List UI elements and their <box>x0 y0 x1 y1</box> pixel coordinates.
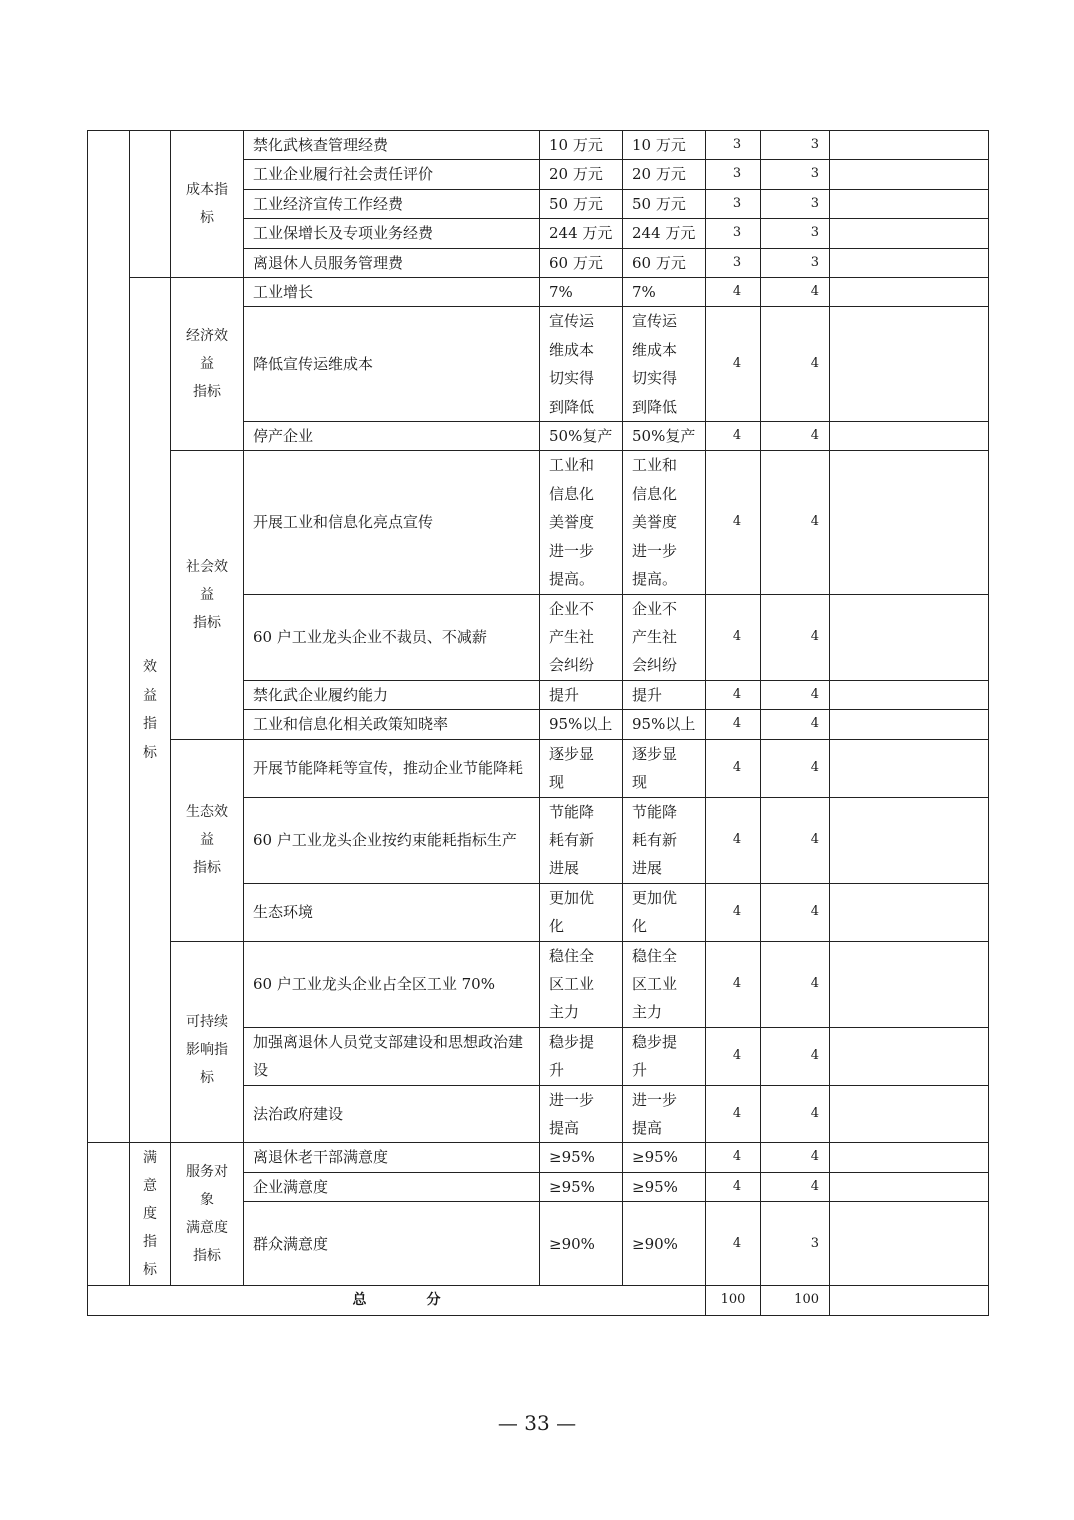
actual-value: 节能降 耗有新 进展 <box>623 797 706 883</box>
score-value: 4 <box>761 1027 830 1085</box>
target-value: 50 万元 <box>540 189 623 218</box>
note-cell <box>830 278 989 307</box>
target-value: 10 万元 <box>540 131 623 160</box>
subgroup-social-label: 社会效 益 指标 <box>171 451 244 739</box>
weight-value: 4 <box>706 451 761 594</box>
table-row <box>88 278 989 307</box>
note-cell <box>830 1286 989 1315</box>
actual-value: 244 万元 <box>623 219 706 248</box>
weight-value: 4 <box>706 1172 761 1201</box>
table-row <box>88 941 989 1027</box>
note-cell <box>830 680 989 709</box>
weight-value: 4 <box>706 422 761 451</box>
indicator-name: 法治政府建设 <box>244 1085 540 1143</box>
subgroup-economic-label: 经济效 益 指标 <box>171 278 244 451</box>
indicator-name: 工业保增长及专项业务经费 <box>244 219 540 248</box>
note-cell <box>830 1027 989 1085</box>
actual-value: 10 万元 <box>623 131 706 160</box>
score-value: 4 <box>761 594 830 680</box>
weight-value: 4 <box>706 797 761 883</box>
weight-value: 3 <box>706 131 761 160</box>
note-cell <box>830 941 989 1027</box>
actual-value: 更加优 化 <box>623 883 706 941</box>
target-value: ≥90% <box>540 1202 623 1286</box>
actual-value: 稳步提 升 <box>623 1027 706 1085</box>
indicator-name: 离退休老干部满意度 <box>244 1143 540 1172</box>
score-value: 4 <box>761 278 830 307</box>
score-value: 3 <box>761 189 830 218</box>
score-value: 4 <box>761 941 830 1027</box>
weight-value: 4 <box>706 941 761 1027</box>
weight-value: 4 <box>706 710 761 739</box>
actual-value: 工业和 信息化 美誉度 进一步 提高。 <box>623 451 706 594</box>
weight-value: 3 <box>706 160 761 189</box>
score-value: 3 <box>761 248 830 277</box>
indicator-name: 禁化武核查管理经费 <box>244 131 540 160</box>
indicator-name: 生态环境 <box>244 883 540 941</box>
weight-value: 4 <box>706 1085 761 1143</box>
note-cell <box>830 883 989 941</box>
note-cell <box>830 422 989 451</box>
score-value: 4 <box>761 710 830 739</box>
note-cell <box>830 797 989 883</box>
total-label <box>88 1286 706 1315</box>
indicator-name: 60 户工业龙头企业不裁员、不减薪 <box>244 594 540 680</box>
score-value: 3 <box>761 160 830 189</box>
actual-value: 60 万元 <box>623 248 706 277</box>
target-value: 7% <box>540 278 623 307</box>
table-row <box>88 1143 989 1172</box>
weight-value: 3 <box>706 219 761 248</box>
actual-value: 7% <box>623 278 706 307</box>
note-cell <box>830 1172 989 1201</box>
indicator-name: 企业满意度 <box>244 1172 540 1201</box>
subgroup-cost-label: 成本指 标 <box>171 131 244 278</box>
weight-value: 4 <box>706 680 761 709</box>
actual-value: 提升 <box>623 680 706 709</box>
target-value: 稳步提 升 <box>540 1027 623 1085</box>
target-value: 宣传运 维成本 切实得 到降低 <box>540 307 623 422</box>
target-value: 进一步 提高 <box>540 1085 623 1143</box>
performance-indicator-table <box>87 130 989 1316</box>
weight-value: 3 <box>706 248 761 277</box>
weight-value: 4 <box>706 307 761 422</box>
weight-value: 4 <box>706 883 761 941</box>
actual-value: 稳住全 区工业 主力 <box>623 941 706 1027</box>
actual-value: 20 万元 <box>623 160 706 189</box>
score-value: 4 <box>761 1143 830 1172</box>
indicator-name: 停产企业 <box>244 422 540 451</box>
total-label-left: 总 <box>352 1292 367 1309</box>
actual-value: 逐步显 现 <box>623 739 706 797</box>
actual-value: 宣传运 维成本 切实得 到降低 <box>623 307 706 422</box>
indicator-name: 开展节能降耗等宣传，推动企业节能降耗 <box>244 739 540 797</box>
target-value: 节能降 耗有新 进展 <box>540 797 623 883</box>
subgroup-ecological-label: 生态效 益 指标 <box>171 739 244 941</box>
score-value: 4 <box>761 883 830 941</box>
page-number: — 33 — <box>497 1411 577 1435</box>
score-value: 4 <box>761 1085 830 1143</box>
level1-cell <box>88 1143 130 1286</box>
note-cell <box>830 131 989 160</box>
group-satisfaction-label: 满 意 度 指 标 <box>130 1143 171 1286</box>
actual-value: 50 万元 <box>623 189 706 218</box>
weight-value: 4 <box>706 1027 761 1085</box>
subgroup-sustainable-label: 可持续 影响指 标 <box>171 941 244 1143</box>
target-value: 95%以上 <box>540 710 623 739</box>
weight-value: 4 <box>706 278 761 307</box>
score-value: 4 <box>761 797 830 883</box>
note-cell <box>830 307 989 422</box>
target-value: 60 万元 <box>540 248 623 277</box>
actual-value: ≥95% <box>623 1143 706 1172</box>
actual-value: ≥95% <box>623 1172 706 1201</box>
total-label-right: 分 <box>426 1292 441 1309</box>
total-score: 100 <box>761 1286 830 1315</box>
actual-value: 企业不 产生社 会纠纷 <box>623 594 706 680</box>
note-cell <box>830 1085 989 1143</box>
indicator-name: 工业和信息化相关政策知晓率 <box>244 710 540 739</box>
note-cell <box>830 248 989 277</box>
indicator-name: 工业经济宣传工作经费 <box>244 189 540 218</box>
indicator-name: 工业企业履行社会责任评价 <box>244 160 540 189</box>
score-value: 3 <box>761 1202 830 1286</box>
group-benefit-label: 效 益 指 标 <box>130 278 171 1143</box>
subgroup-service-label: 服务对 象 满意度 指标 <box>171 1143 244 1286</box>
score-value: 4 <box>761 680 830 709</box>
indicator-name: 降低宣传运维成本 <box>244 307 540 422</box>
total-target: 100 <box>706 1286 761 1315</box>
indicator-name: 群众满意度 <box>244 1202 540 1286</box>
actual-value: ≥90% <box>623 1202 706 1286</box>
target-value: ≥95% <box>540 1172 623 1201</box>
indicator-name: 开展工业和信息化亮点宣传 <box>244 451 540 594</box>
weight-value: 4 <box>706 1202 761 1286</box>
score-value: 3 <box>761 131 830 160</box>
actual-value: 进一步 提高 <box>623 1085 706 1143</box>
target-value: 逐步显 现 <box>540 739 623 797</box>
score-value: 4 <box>761 422 830 451</box>
actual-value: 50%复产 <box>623 422 706 451</box>
target-value: 企业不 产生社 会纠纷 <box>540 594 623 680</box>
indicator-name: 60 户工业龙头企业占全区工业 70% <box>244 941 540 1027</box>
target-value: 更加优 化 <box>540 883 623 941</box>
level2-cell <box>130 131 171 278</box>
target-value: ≥95% <box>540 1143 623 1172</box>
target-value: 稳住全 区工业 主力 <box>540 941 623 1027</box>
indicator-name: 禁化武企业履约能力 <box>244 680 540 709</box>
note-cell <box>830 219 989 248</box>
note-cell <box>830 160 989 189</box>
score-value: 4 <box>761 451 830 594</box>
score-value: 4 <box>761 1172 830 1201</box>
total-row <box>88 1286 989 1315</box>
weight-value: 4 <box>706 594 761 680</box>
score-value: 4 <box>761 307 830 422</box>
note-cell <box>830 710 989 739</box>
indicator-name: 离退休人员服务管理费 <box>244 248 540 277</box>
weight-value: 4 <box>706 1143 761 1172</box>
note-cell <box>830 1143 989 1172</box>
note-cell <box>830 594 989 680</box>
weight-value: 3 <box>706 189 761 218</box>
target-value: 244 万元 <box>540 219 623 248</box>
level1-cell <box>88 131 130 1143</box>
indicator-name: 工业增长 <box>244 278 540 307</box>
note-cell <box>830 451 989 594</box>
weight-value: 4 <box>706 739 761 797</box>
indicator-name: 加强离退休人员党支部建设和思想政治建设 <box>244 1027 540 1085</box>
target-value: 50%复产 <box>540 422 623 451</box>
score-value: 3 <box>761 219 830 248</box>
actual-value: 95%以上 <box>623 710 706 739</box>
note-cell <box>830 189 989 218</box>
note-cell <box>830 739 989 797</box>
target-value: 提升 <box>540 680 623 709</box>
indicator-name: 60 户工业龙头企业按约束能耗指标生产 <box>244 797 540 883</box>
target-value: 20 万元 <box>540 160 623 189</box>
table-row <box>88 131 989 160</box>
note-cell <box>830 1202 989 1286</box>
table-row <box>88 451 989 594</box>
table-row <box>88 739 989 797</box>
score-value: 4 <box>761 739 830 797</box>
target-value: 工业和 信息化 美誉度 进一步 提高。 <box>540 451 623 594</box>
